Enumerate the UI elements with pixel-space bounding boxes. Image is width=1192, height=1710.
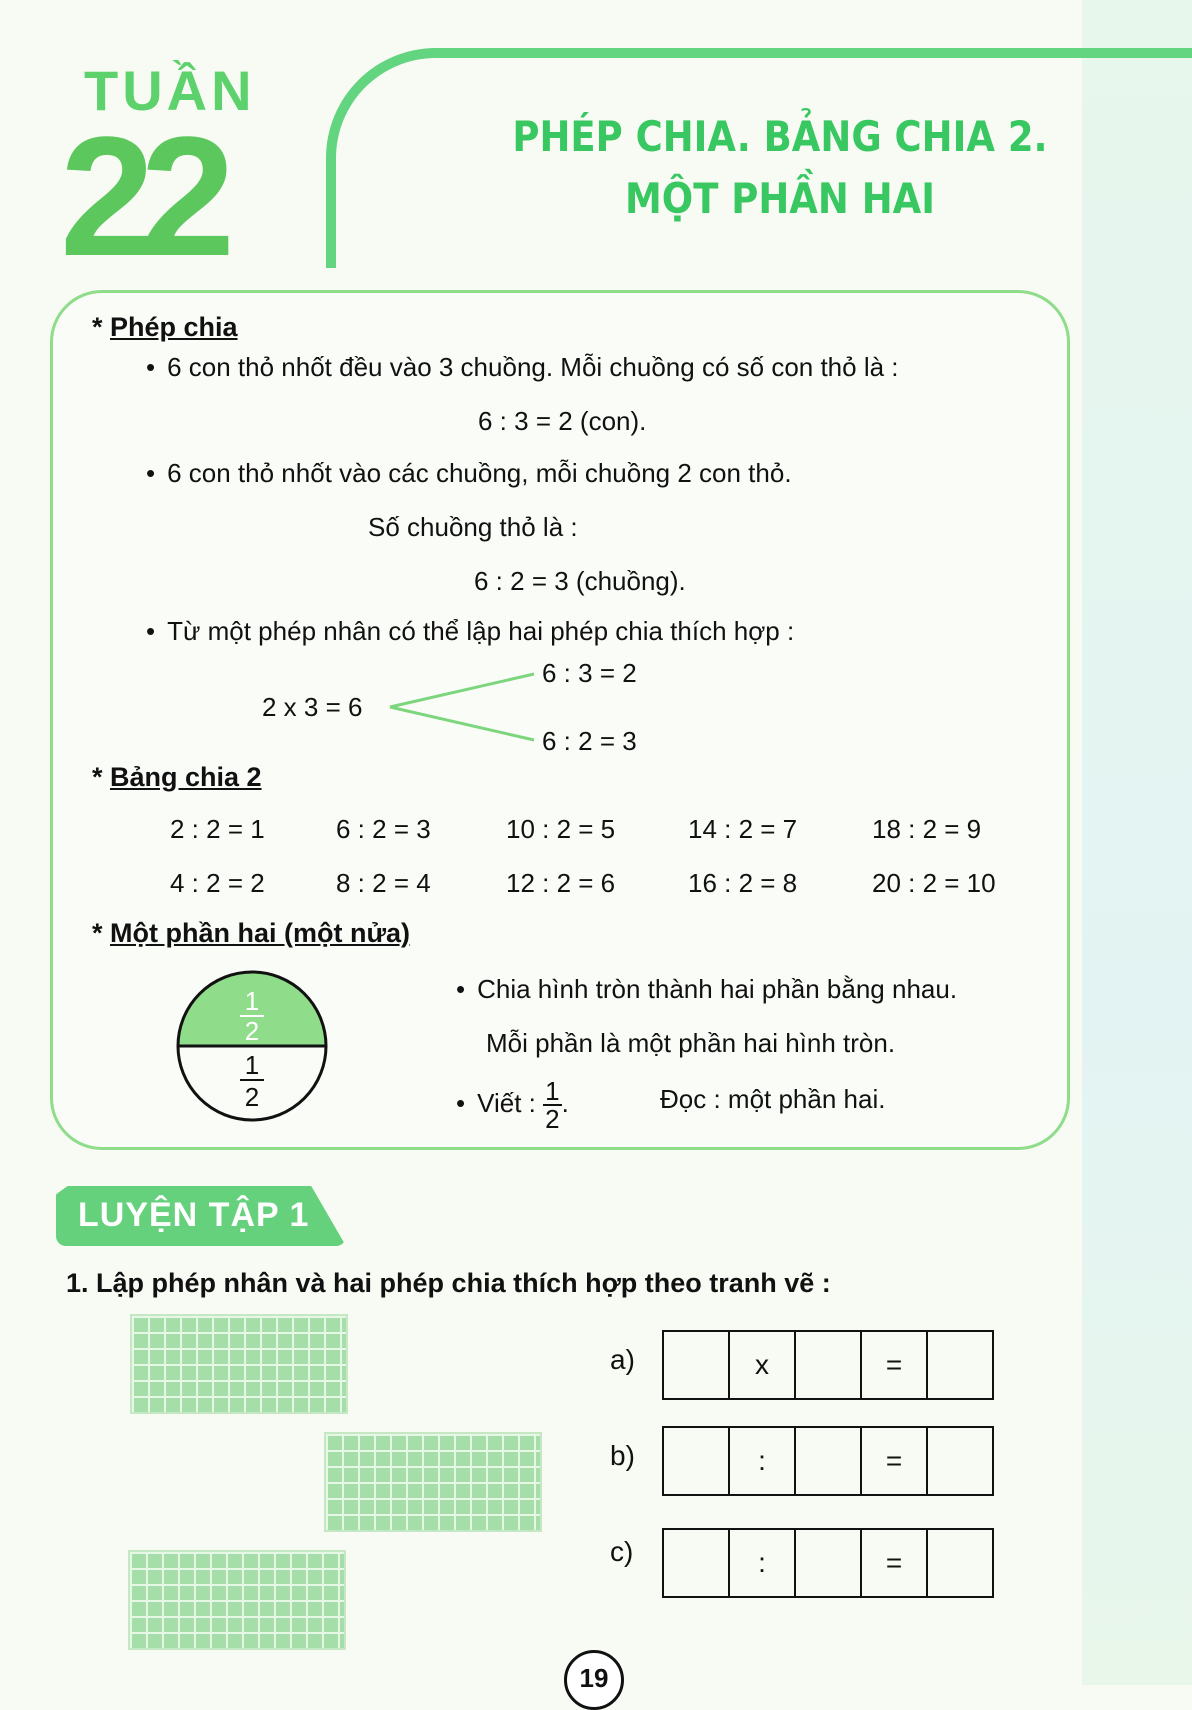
unshaded-frac-den: 2: [244, 1082, 260, 1112]
equation-line: 6 : 3 = 2 (con).: [478, 406, 647, 436]
heading-mot-phan-hai: * Một phần hai (một nửa): [92, 918, 411, 948]
division-fact: 6 : 2 = 3: [336, 814, 431, 844]
answer-box[interactable]: [928, 1530, 992, 1596]
division-equation-a: 6 : 3 = 2: [542, 658, 637, 688]
page-title: [481, 106, 1079, 230]
text-line: Số chuồng thỏ là :: [368, 512, 578, 542]
rabbit-picture-a: [130, 1314, 348, 1414]
week-number: 22: [60, 102, 222, 292]
answer-box[interactable]: [928, 1428, 992, 1494]
operator-cell: x: [730, 1332, 796, 1398]
answer-row-b: [662, 1426, 994, 1496]
answer-box[interactable]: [796, 1530, 862, 1596]
answer-box[interactable]: [928, 1332, 992, 1398]
branch-lines: [388, 668, 536, 748]
division-fact: 20 : 2 = 10: [872, 868, 996, 898]
item-letter-b: b): [610, 1440, 635, 1471]
bullet-text: • 6 con thỏ nhốt vào các chuồng, mỗi chuồng 2 con thỏ.: [146, 458, 792, 489]
operator-cell: :: [730, 1428, 796, 1494]
equals-cell: =: [862, 1332, 928, 1398]
write-line: • Viết : $\frac{1}{2}$ .: [456, 1078, 569, 1132]
exercise-1-title: 1. Lập phép nhân và hai phép chia thích hợp theo tranh vẽ :: [66, 1268, 831, 1298]
equation-line: 6 : 2 = 3 (chuồng).: [474, 566, 686, 596]
multiplication-equation: 2 x 3 = 6: [262, 692, 363, 722]
answer-box[interactable]: [796, 1428, 862, 1494]
rabbit-picture-b: [324, 1432, 542, 1532]
text-line: Mỗi phần là một phần hai hình tròn.: [486, 1028, 896, 1058]
item-letter-c: c): [610, 1536, 634, 1567]
division-fact: 18 : 2 = 9: [872, 814, 982, 844]
division-fact: 8 : 2 = 4: [336, 868, 431, 898]
bullet-text: • 6 con thỏ nhốt đều vào 3 chuồng. Mỗi chuồng có số con thỏ là :: [146, 352, 899, 383]
week-label: TUẦN: [84, 59, 256, 122]
item-letter-a: a): [610, 1344, 635, 1375]
division-fact: 12 : 2 = 6: [506, 868, 616, 898]
title-line-2: MỘT PHẦN HAI: [624, 174, 935, 223]
equals-cell: =: [862, 1530, 928, 1596]
shaded-frac-num: 1: [244, 986, 260, 1016]
fraction-one-half: $\frac{1}{2}$: [545, 1076, 560, 1134]
answer-box[interactable]: [664, 1530, 730, 1596]
division-fact: 4 : 2 = 2: [170, 868, 265, 898]
title-line-1: PHÉP CHIA. BẢNG CHIA 2.: [512, 112, 1048, 161]
division-fact: 16 : 2 = 8: [688, 868, 798, 898]
answer-box[interactable]: [664, 1332, 730, 1398]
unshaded-frac-num: 1: [244, 1050, 260, 1080]
heading-bang-chia-2: * Bảng chia 2: [92, 762, 262, 792]
shaded-frac-den: 2: [244, 1016, 260, 1046]
practice-banner-label: LUYỆN TẬP 1: [78, 1196, 310, 1234]
answer-row-a: [662, 1330, 994, 1400]
division-equation-b: 6 : 2 = 3: [542, 726, 637, 756]
division-fact: 14 : 2 = 7: [688, 814, 798, 844]
division-fact: 2 : 2 = 1: [170, 814, 265, 844]
answer-row-c: [662, 1528, 994, 1598]
answer-box[interactable]: [664, 1428, 730, 1494]
heading-phep-chia: * Phép chia: [92, 312, 238, 342]
read-line: Đọc : một phần hai.: [660, 1084, 886, 1114]
operator-cell: :: [730, 1530, 796, 1596]
half-circle-diagram: [172, 966, 332, 1126]
page-number: 19: [564, 1650, 624, 1710]
division-fact: 10 : 2 = 5: [506, 814, 616, 844]
rabbit-picture-c: [128, 1550, 346, 1650]
equals-cell: =: [862, 1428, 928, 1494]
answer-box[interactable]: [796, 1332, 862, 1398]
bullet-text: • Chia hình tròn thành hai phần bằng nhau.: [456, 974, 957, 1005]
bullet-text: • Từ một phép nhân có thể lập hai phép chia thích hợp :: [146, 616, 794, 647]
